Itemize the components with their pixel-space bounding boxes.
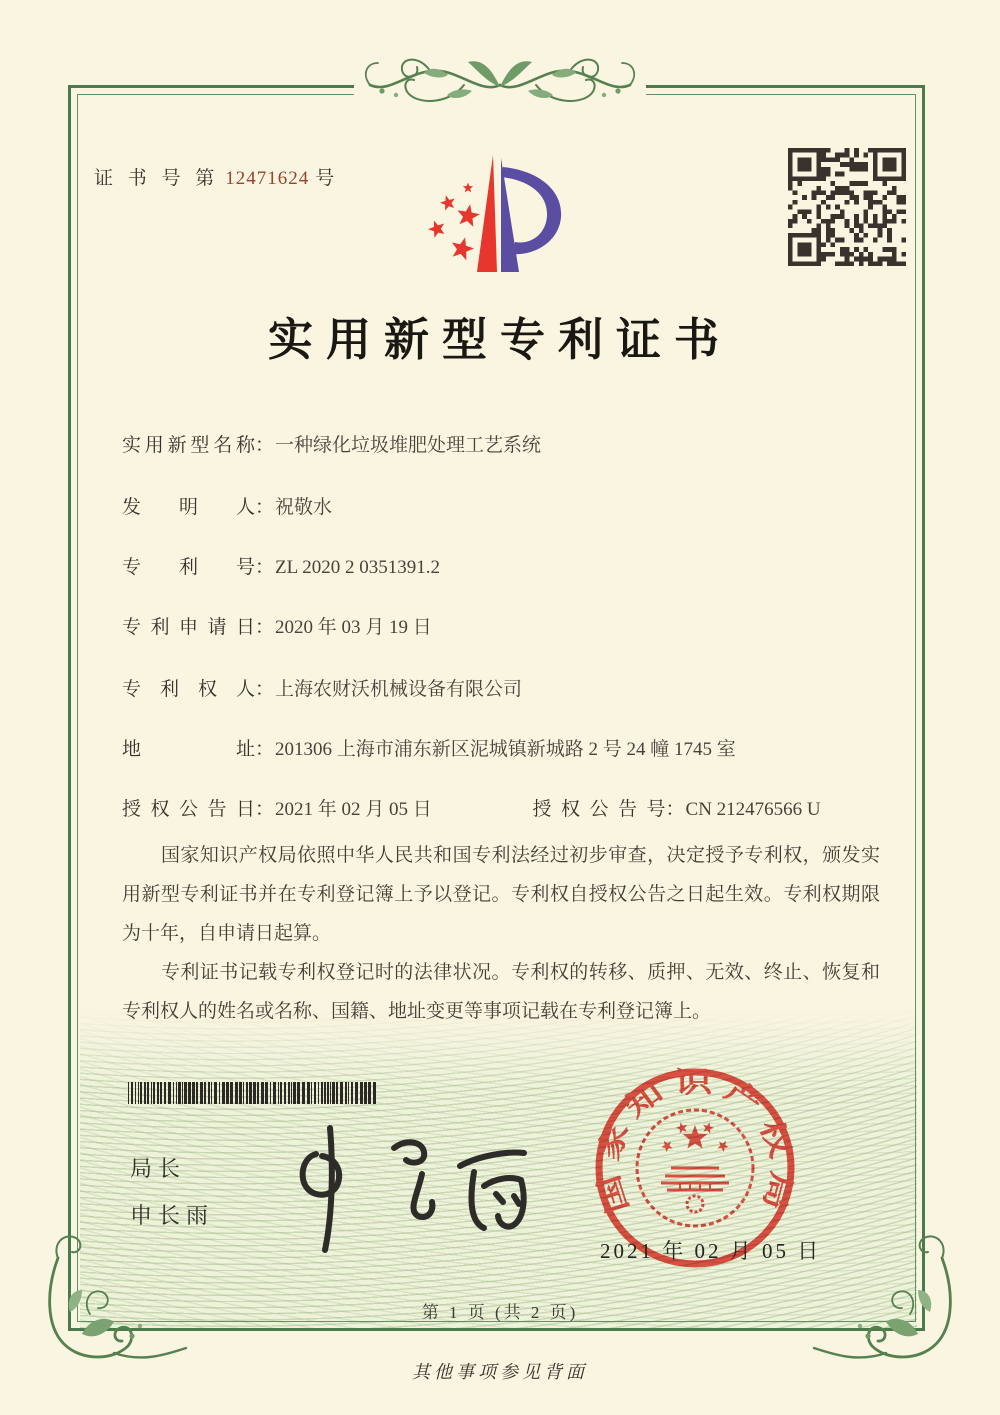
- field-row-patentee: [122, 674, 522, 701]
- field-label: 授权公告号: [532, 799, 666, 820]
- corner-flourish-icon: [40, 1228, 190, 1360]
- field-row-inventor: [122, 492, 332, 519]
- colon: ：: [255, 617, 275, 638]
- back-note: 其他事项参见背面: [412, 1362, 588, 1382]
- certificate-number-value: 12471624: [225, 168, 310, 189]
- director-title: 局长: [130, 1156, 187, 1181]
- field-row-filing-date: [122, 612, 432, 639]
- colon: ：: [255, 739, 275, 760]
- body-paragraph: 国家知识产权局依照中华人民共和国专利法经过初步审查，决定授予专利权，颁发实用新型专利证书并在专利登记簿上予以登记。专利权自授权公告之日起生效。专利权期限为十年，自申请日起算。: [122, 845, 880, 944]
- field-row-patent-number: [122, 552, 440, 579]
- field-row-address: [122, 734, 736, 761]
- certificate-number-prefix: 证 书 号 第: [94, 168, 220, 189]
- field-value: 2021 年 02 月 05 日: [275, 799, 432, 820]
- field-value: 2020 年 03 月 19 日: [275, 617, 432, 638]
- certificate-title: 实用新型专利证书: [267, 315, 732, 365]
- field-row-grant: [122, 794, 821, 821]
- page-number: 第 1 页 (共 2 页): [421, 1303, 579, 1322]
- field-label: 发明人: [122, 497, 255, 518]
- field-value: ZL 2020 2 0351391.2: [275, 557, 441, 578]
- colon: ：: [255, 497, 275, 518]
- corner-flourish-icon: [810, 1228, 960, 1360]
- director-name: 申长雨: [130, 1203, 215, 1228]
- body-paragraph: 专利证书记载专利权登记时的法律状况。专利权的转移、质押、无效、终止、恢复和专利权人的姓名或名称、国籍、地址变更等事项记载在专利登记簿上。: [122, 962, 880, 1022]
- field-value: 上海农财沃机械设备有限公司: [275, 679, 523, 700]
- barcode-icon: [128, 1082, 378, 1104]
- field-label: 地址: [122, 739, 255, 760]
- colon: ：: [255, 557, 275, 578]
- seal-date: 2021 年 02 月 05 日: [600, 1239, 822, 1263]
- field-value: CN 212476566 U: [685, 799, 821, 820]
- top-border-ornament-icon: [352, 44, 648, 118]
- cnipa-logo-icon: [398, 142, 588, 294]
- colon: ：: [255, 435, 275, 456]
- colon: ：: [665, 799, 685, 820]
- director-signature-icon: [272, 1120, 542, 1260]
- field-label: 专利申请日: [122, 617, 255, 638]
- field-row-name: [122, 430, 541, 457]
- colon: ：: [255, 679, 275, 700]
- field-value: 201306 上海市浦东新区泥城镇新城路 2 号 24 幢 1745 室: [275, 739, 736, 760]
- colon: ：: [255, 799, 275, 820]
- legal-text: [122, 836, 880, 1031]
- field-label: 授权公告日: [122, 799, 255, 820]
- field-value: 一种绿化垃圾堆肥处理工艺系统: [275, 435, 542, 456]
- field-value: 祝敬水: [275, 497, 333, 518]
- field-label: 实用新型名称: [122, 435, 255, 456]
- field-label: 专利号: [122, 557, 255, 578]
- field-label: 专利权人: [122, 679, 255, 700]
- qr-code-icon: [788, 148, 906, 266]
- director-block: [130, 1152, 214, 1246]
- seal-text: 国 家 知 识 产 权 局: [593, 1066, 797, 1217]
- certificate-number: [94, 163, 339, 190]
- certificate-number-suffix: 号: [315, 168, 340, 189]
